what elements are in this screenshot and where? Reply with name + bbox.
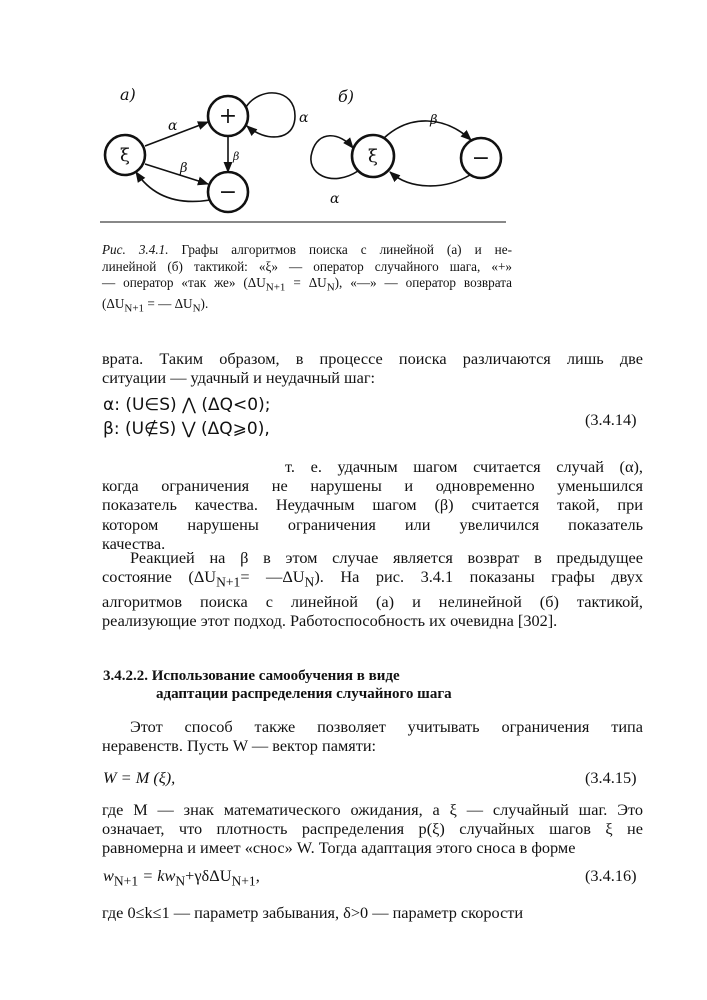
- alpha-a2: α: [299, 110, 309, 126]
- edge-beta-xi-minus: [145, 164, 208, 184]
- caption-label: Рис. 3.4.1.: [102, 242, 169, 257]
- xi-a-text: ξ: [120, 145, 130, 166]
- section-heading: 3.4.2.2. Использование самообучения в виде адаптации распределения случайного шага: [103, 668, 452, 702]
- label-a: а): [120, 85, 136, 104]
- edge-return-minus-xi: [136, 172, 210, 201]
- equation-number-3-4-15: (3.4.15): [585, 768, 637, 787]
- alpha-a1: α: [168, 118, 178, 134]
- paragraph-5: где M — знак математического ожидания, а ξ — случайный шаг. Это означает, что плотность распределения p(ξ) случайных шагов ξ не равномерна и имеет «снос» W. Тогда адаптация этого сноса в форме: [102, 800, 643, 858]
- beta-a1: β: [180, 161, 188, 176]
- equation-number-3-4-16: (3.4.16): [585, 866, 637, 885]
- loop-alpha-plus: [246, 93, 295, 137]
- beta-b: β: [430, 113, 438, 128]
- minus-a-text: −: [218, 180, 238, 205]
- formula-3-4-16: $w_{N+1} = kw_N+\gamma\delta\Delta U_{N+1}$,: [103, 866, 260, 889]
- paragraph-2: т. е. удачным шагом считается случай (α), когда ограничения не нарушены и одновременно уменьшился показатель качества. Неудачным шагом (β) считается такой, при котором нарушены ограничения или увеличился показатель качества.: [102, 457, 643, 553]
- formula-3-4-15: W = M (ξ),: [103, 768, 176, 787]
- alpha-b: α: [330, 191, 340, 207]
- minus-b-text: −: [471, 146, 491, 171]
- formula-3-4-14: α: (U∈S) ⋀ (ΔQ<0); β: (U∉S) ⋁ (ΔQ⩾0),: [103, 395, 271, 439]
- xi-b-text: ξ: [368, 146, 378, 167]
- figure-caption: Рис. 3.4.1. Графы алгоритмов поиска с линейной (а) и не- линейной (б) тактикой: «ξ» — оператор случайного шага, «+» — оператор «так же» $(\Delta U_{N+1} = \Delta U_N)$, «—» — оператор возврата ($\Delta U_{N+1}$ = — $\Delta U_N$).: [102, 242, 512, 315]
- plus-text: +: [218, 104, 238, 129]
- beta-a2: β: [233, 150, 240, 163]
- paragraph-1: врата. Таким образом, в процессе поиска различаются лишь две ситуации — удачный и неудачный шаг:: [102, 349, 643, 388]
- paragraph-3: Реакцией на β в этом случае является возврат в предыдущее состояние ($\Delta U_{N+1}=$ $—\Delta U_N$). На рис. 3.4.1 показаны графы двух алгоритмов поиска с линейной (а) и нелинейной (б) тактикой, реализующие этот подход. Работоспособность их очевидна [302].: [102, 548, 643, 630]
- label-b: б): [338, 87, 355, 106]
- paragraph-4: Этот способ также позволяет учитывать ограничения типа неравенств. Пусть W — вектор памяти:: [102, 717, 643, 756]
- figure-diagram: [100, 78, 506, 223]
- paragraph-6: где 0≤k≤1 — параметр забывания, δ>0 — параметр скорости: [102, 903, 524, 922]
- edge-return-minus-xi-b: [390, 172, 470, 186]
- equation-number-3-4-14: (3.4.14): [585, 410, 637, 429]
- edge-beta-xi-minus-b: [384, 121, 471, 140]
